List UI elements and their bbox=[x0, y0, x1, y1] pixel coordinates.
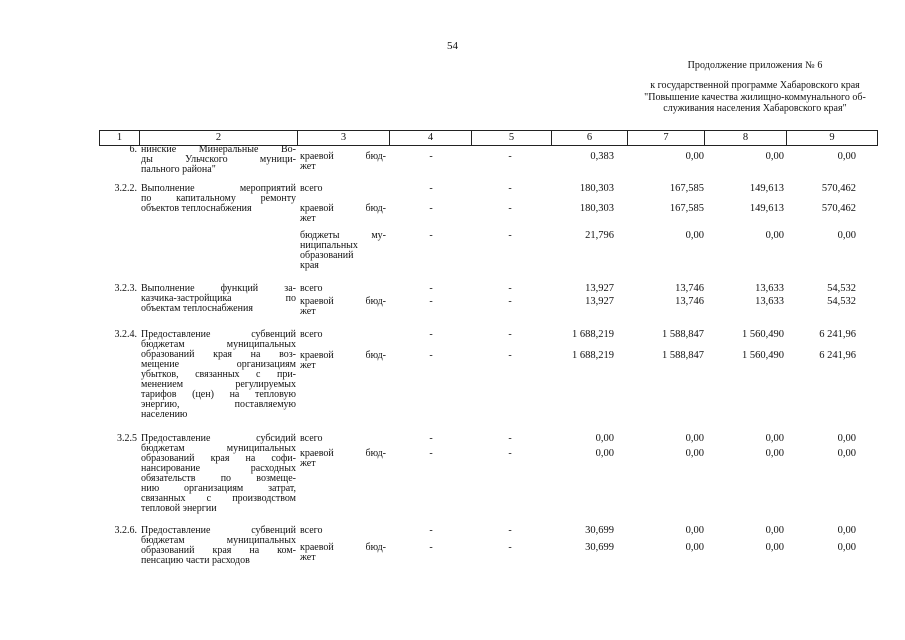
cell-c9: 570,462 bbox=[821, 183, 856, 194]
row-number: 3.2.3. bbox=[114, 283, 137, 294]
cell-c6: 180,303 bbox=[579, 183, 614, 194]
funding-source-line: краевой бюд- bbox=[300, 296, 386, 307]
description-line: образований края на софи- bbox=[141, 453, 296, 464]
cell-c8: 1 560,490 bbox=[742, 350, 784, 361]
appendix-header-line: "Повышение качества жилищно-коммунального об- bbox=[644, 91, 866, 103]
funding-source-row bbox=[99, 152, 876, 172]
description-line: связанных с производством bbox=[141, 493, 296, 504]
cell-c5: - bbox=[508, 542, 512, 553]
cell-c6: 21,796 bbox=[585, 230, 614, 241]
cell-c5: - bbox=[508, 350, 512, 361]
funding-source-line: краевой бюд- bbox=[300, 350, 386, 361]
cell-c8: 1 560,490 bbox=[742, 329, 784, 340]
description-line: образований края на ком- bbox=[141, 545, 296, 556]
cell-c7: 167,585 bbox=[669, 183, 704, 194]
description-line: пенсацию части расходов bbox=[141, 555, 250, 566]
funding-source-line: бюджеты му- bbox=[300, 230, 386, 241]
description-line: Предоставление субсидий bbox=[141, 433, 296, 444]
cell-c4: - bbox=[429, 433, 433, 444]
description-line: бюджетам муниципальных bbox=[141, 443, 296, 454]
description-line: по капитальному ремонту bbox=[141, 193, 296, 204]
cell-c8: 149,613 bbox=[749, 203, 784, 214]
funding-source bbox=[300, 543, 386, 563]
funding-source bbox=[300, 449, 386, 469]
cell-c6: 13,927 bbox=[585, 296, 614, 307]
funding-source-line: жет bbox=[300, 306, 316, 317]
funding-source-row bbox=[99, 330, 876, 350]
cell-c7: 0,00 bbox=[685, 433, 704, 444]
cell-c6: 30,699 bbox=[585, 542, 614, 553]
funding-source-line: краевой бюд- bbox=[300, 151, 386, 162]
funding-source bbox=[300, 184, 386, 194]
funding-source-row bbox=[99, 297, 876, 317]
row-number: 3.2.4. bbox=[114, 329, 137, 340]
funding-source-line: края bbox=[300, 260, 319, 271]
cell-c6: 180,303 bbox=[579, 203, 614, 214]
cell-c4: - bbox=[429, 203, 433, 214]
appendix-header bbox=[620, 80, 890, 115]
cell-c5: - bbox=[508, 203, 512, 214]
cell-c6: 0,00 bbox=[595, 448, 614, 459]
funding-source-row bbox=[99, 230, 876, 271]
funding-source-line: краевой бюд- bbox=[300, 203, 386, 214]
cell-c7: 0,00 bbox=[685, 230, 704, 241]
cell-c9: 6 241,96 bbox=[819, 350, 856, 361]
description-line: объектам теплоснабжения bbox=[141, 303, 253, 314]
cell-c4: - bbox=[429, 151, 433, 162]
cell-c4: - bbox=[429, 329, 433, 340]
row-number: 3.2.5 bbox=[117, 433, 137, 444]
description-line: нансирование расходных bbox=[141, 463, 296, 474]
cell-c9: 6 241,96 bbox=[819, 329, 856, 340]
cell-c9: 0,00 bbox=[837, 525, 856, 536]
description-line: Предоставление субвенций bbox=[141, 329, 296, 340]
cell-c4: - bbox=[429, 350, 433, 361]
cell-c6: 1 688,219 bbox=[572, 350, 614, 361]
cell-c7: 13,746 bbox=[675, 296, 704, 307]
row-number: 3.2.6. bbox=[114, 525, 137, 536]
row-number: 6. bbox=[129, 144, 137, 155]
description-line: обязательств по возмеще- bbox=[141, 473, 296, 484]
description-line: Выполнение мероприятий bbox=[141, 183, 296, 194]
cell-c9: 54,532 bbox=[827, 283, 856, 294]
column-header-7: 7 bbox=[628, 131, 705, 145]
cell-c5: - bbox=[508, 296, 512, 307]
cell-c7: 167,585 bbox=[669, 203, 704, 214]
description-line: объектов теплоснабжения bbox=[141, 203, 252, 214]
cell-c8: 0,00 bbox=[765, 542, 784, 553]
cell-c6: 30,699 bbox=[585, 525, 614, 536]
cell-c8: 149,613 bbox=[749, 183, 784, 194]
description-line: населению bbox=[141, 409, 188, 420]
cell-c9: 0,00 bbox=[837, 433, 856, 444]
column-header-6: 6 bbox=[552, 131, 628, 145]
cell-c8: 13,633 bbox=[755, 283, 784, 294]
description-line: бюджетам муниципальных bbox=[141, 535, 296, 546]
funding-source-row bbox=[99, 543, 876, 563]
cell-c8: 0,00 bbox=[765, 433, 784, 444]
description-line: Предоставление субвенций bbox=[141, 525, 296, 536]
cell-c5: - bbox=[508, 525, 512, 536]
description-line: энергию, поставляемую bbox=[141, 399, 296, 410]
description-line: менением регулируемых bbox=[141, 379, 296, 390]
funding-source-line: всего bbox=[300, 283, 323, 294]
funding-source-line: краевой бюд- bbox=[300, 448, 386, 459]
cell-c4: - bbox=[429, 296, 433, 307]
funding-source bbox=[300, 231, 386, 271]
description-line: нинские Минеральные Во- bbox=[141, 144, 296, 155]
cell-c7: 0,00 bbox=[685, 542, 704, 553]
cell-c8: 0,00 bbox=[765, 230, 784, 241]
column-header-3: 3 bbox=[298, 131, 390, 145]
funding-source bbox=[300, 526, 386, 536]
cell-c6: 1 688,219 bbox=[572, 329, 614, 340]
description-line: Выполнение функций за- bbox=[141, 283, 296, 294]
cell-c9: 0,00 bbox=[837, 542, 856, 553]
cell-c5: - bbox=[508, 329, 512, 340]
description-line: казчика-застройщика по bbox=[141, 293, 296, 304]
description-line: мещение организациям bbox=[141, 359, 296, 370]
description-line: тарифов (цен) на тепловую bbox=[141, 389, 296, 400]
cell-c4: - bbox=[429, 230, 433, 241]
description-line: тепловой энергии bbox=[141, 503, 217, 514]
funding-source-row bbox=[99, 449, 876, 469]
cell-c8: 0,00 bbox=[765, 448, 784, 459]
funding-source-line: всего bbox=[300, 525, 323, 536]
cell-c8: 0,00 bbox=[765, 151, 784, 162]
cell-c5: - bbox=[508, 283, 512, 294]
cell-c7: 0,00 bbox=[685, 151, 704, 162]
cell-c7: 13,746 bbox=[675, 283, 704, 294]
cell-c9: 54,532 bbox=[827, 296, 856, 307]
cell-c9: 0,00 bbox=[837, 230, 856, 241]
funding-source-line: жет bbox=[300, 213, 316, 224]
cell-c4: - bbox=[429, 542, 433, 553]
funding-source-line: жет bbox=[300, 360, 316, 371]
funding-source-line: всего bbox=[300, 329, 323, 340]
cell-c4: - bbox=[429, 283, 433, 294]
column-header-4: 4 bbox=[390, 131, 472, 145]
cell-c5: - bbox=[508, 433, 512, 444]
funding-source bbox=[300, 434, 386, 444]
cell-c7: 1 588,847 bbox=[662, 350, 704, 361]
column-header-9: 9 bbox=[829, 132, 835, 143]
column-header-1: 1 bbox=[100, 131, 140, 145]
funding-source-line: жет bbox=[300, 458, 316, 469]
funding-source-line: всего bbox=[300, 433, 323, 444]
cell-c6: 0,383 bbox=[590, 151, 614, 162]
funding-source-line: всего bbox=[300, 183, 323, 194]
funding-source-line: ниципальных bbox=[300, 240, 358, 251]
continuation-title: Продолжение приложения № 6 bbox=[687, 60, 823, 71]
funding-source bbox=[300, 152, 386, 172]
appendix-header-line: к государственной программе Хабаровского края bbox=[650, 80, 860, 91]
cell-c5: - bbox=[508, 448, 512, 459]
column-header-8: 8 bbox=[705, 131, 787, 145]
funding-source-line: краевой бюд- bbox=[300, 542, 386, 553]
cell-c5: - bbox=[508, 183, 512, 194]
row-number: 3.2.2. bbox=[114, 183, 137, 194]
description-line: образований края на воз- bbox=[141, 349, 296, 360]
funding-source-line: жет bbox=[300, 161, 316, 172]
funding-source bbox=[300, 330, 386, 340]
cell-c5: - bbox=[508, 230, 512, 241]
cell-c5: - bbox=[508, 151, 512, 162]
cell-c4: - bbox=[429, 448, 433, 459]
funding-source bbox=[300, 204, 386, 224]
cell-c9: 570,462 bbox=[821, 203, 856, 214]
column-header-5: 5 bbox=[472, 131, 552, 145]
description-line: убытков, связанных с при- bbox=[141, 369, 296, 380]
funding-source-row bbox=[99, 351, 876, 371]
cell-c4: - bbox=[429, 525, 433, 536]
cell-c8: 0,00 bbox=[765, 525, 784, 536]
column-header-2: 2 bbox=[140, 131, 298, 145]
description-line: нию организациям затрат, bbox=[141, 483, 296, 494]
funding-source bbox=[300, 351, 386, 371]
funding-source-row bbox=[99, 184, 876, 204]
cell-c7: 1 588,847 bbox=[662, 329, 704, 340]
appendix-header-line: служивания населения Хабаровского края" bbox=[663, 103, 847, 114]
cell-c6: 13,927 bbox=[585, 283, 614, 294]
description-line: бюджетам муниципальных bbox=[141, 339, 296, 350]
cell-c9: 0,00 bbox=[837, 448, 856, 459]
cell-c4: - bbox=[429, 183, 433, 194]
cell-c6: 0,00 bbox=[595, 433, 614, 444]
description-line: ды Ульчского муници- bbox=[141, 154, 296, 165]
funding-source-line: жет bbox=[300, 552, 316, 563]
cell-c9: 0,00 bbox=[837, 151, 856, 162]
cell-c7: 0,00 bbox=[685, 448, 704, 459]
description-line: пального района" bbox=[141, 164, 216, 175]
funding-source-line: образований bbox=[300, 250, 354, 261]
cell-c8: 13,633 bbox=[755, 296, 784, 307]
funding-source bbox=[300, 284, 386, 294]
funding-source-row bbox=[99, 204, 876, 224]
page-number: 54 bbox=[447, 40, 458, 52]
funding-source bbox=[300, 297, 386, 317]
cell-c7: 0,00 bbox=[685, 525, 704, 536]
